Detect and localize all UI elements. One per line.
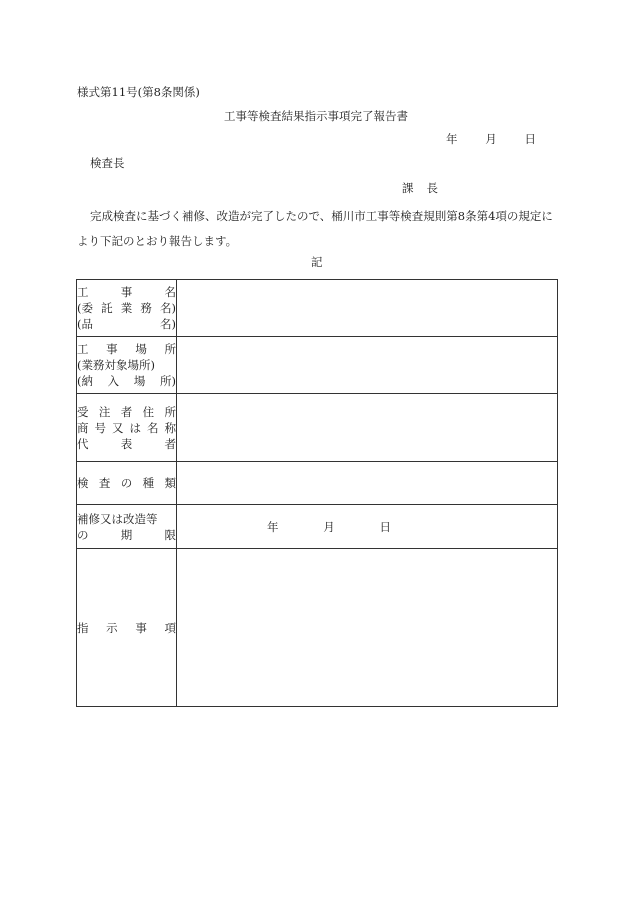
label-line: (納 入 場 所) (77, 374, 176, 388)
label-inspection-type (77, 462, 177, 505)
value-inspection-type[interactable] (177, 462, 558, 505)
row-work-name (77, 280, 558, 337)
body-text: 完成検査に基づく補修、改造が完了したので、桶川市工事等検査規則第8条第4項の規定により下記のとおり報告します。 (77, 209, 553, 248)
label-contractor (77, 394, 177, 462)
value-work-location[interactable] (177, 337, 558, 394)
label-line: (業務対象場所) (77, 358, 155, 372)
label-work-name (77, 280, 177, 337)
label-line: 指 示 事 項 (77, 620, 176, 635)
form-number: 様式第11号(第8条関係) (77, 85, 200, 99)
label-instructions (77, 549, 177, 707)
date-day-label: 日 (524, 132, 536, 146)
label-line: 検 査 の 種 類 (77, 476, 176, 490)
value-instructions[interactable] (177, 549, 558, 707)
date-year-label: 年 (446, 132, 458, 146)
label-line: (品 名) (77, 317, 176, 331)
deadline-year-label: 年 (267, 519, 279, 534)
addressee: 検査長 (90, 156, 125, 170)
report-date (446, 131, 536, 147)
value-deadline[interactable] (177, 505, 558, 549)
sender (402, 180, 438, 196)
report-form-table (76, 279, 558, 707)
label-line: 受 注 者 住 所 (77, 404, 176, 419)
document-title: 工事等検査結果指示事項完了報告書 (224, 109, 408, 123)
row-instructions (77, 549, 558, 707)
row-work-location (77, 337, 558, 394)
label-deadline (77, 505, 177, 549)
label-line: (委 託 業 務 名) (77, 301, 176, 315)
deadline-day-label: 日 (379, 519, 391, 534)
label-line: 商 号 又 は 名 称 (77, 420, 176, 435)
date-month-label: 月 (485, 132, 497, 146)
value-work-name[interactable] (177, 280, 558, 337)
sender-part2: 長 (426, 181, 438, 195)
sender-part1: 課 (402, 181, 414, 195)
label-line: の 期 限 (77, 527, 176, 542)
row-deadline (77, 505, 558, 549)
label-work-location (77, 337, 177, 394)
label-line: 代 表 者 (77, 436, 176, 451)
label-line: 工 事 名 (77, 285, 176, 299)
row-inspection-type (77, 462, 558, 505)
deadline-month-label: 月 (323, 519, 335, 534)
ki-heading: 記 (311, 255, 323, 269)
value-contractor[interactable] (177, 394, 558, 462)
label-line: 補修又は改造等 (77, 511, 158, 526)
label-line: 工 事 場 所 (77, 342, 176, 356)
deadline-date (267, 519, 391, 535)
row-contractor (77, 394, 558, 462)
